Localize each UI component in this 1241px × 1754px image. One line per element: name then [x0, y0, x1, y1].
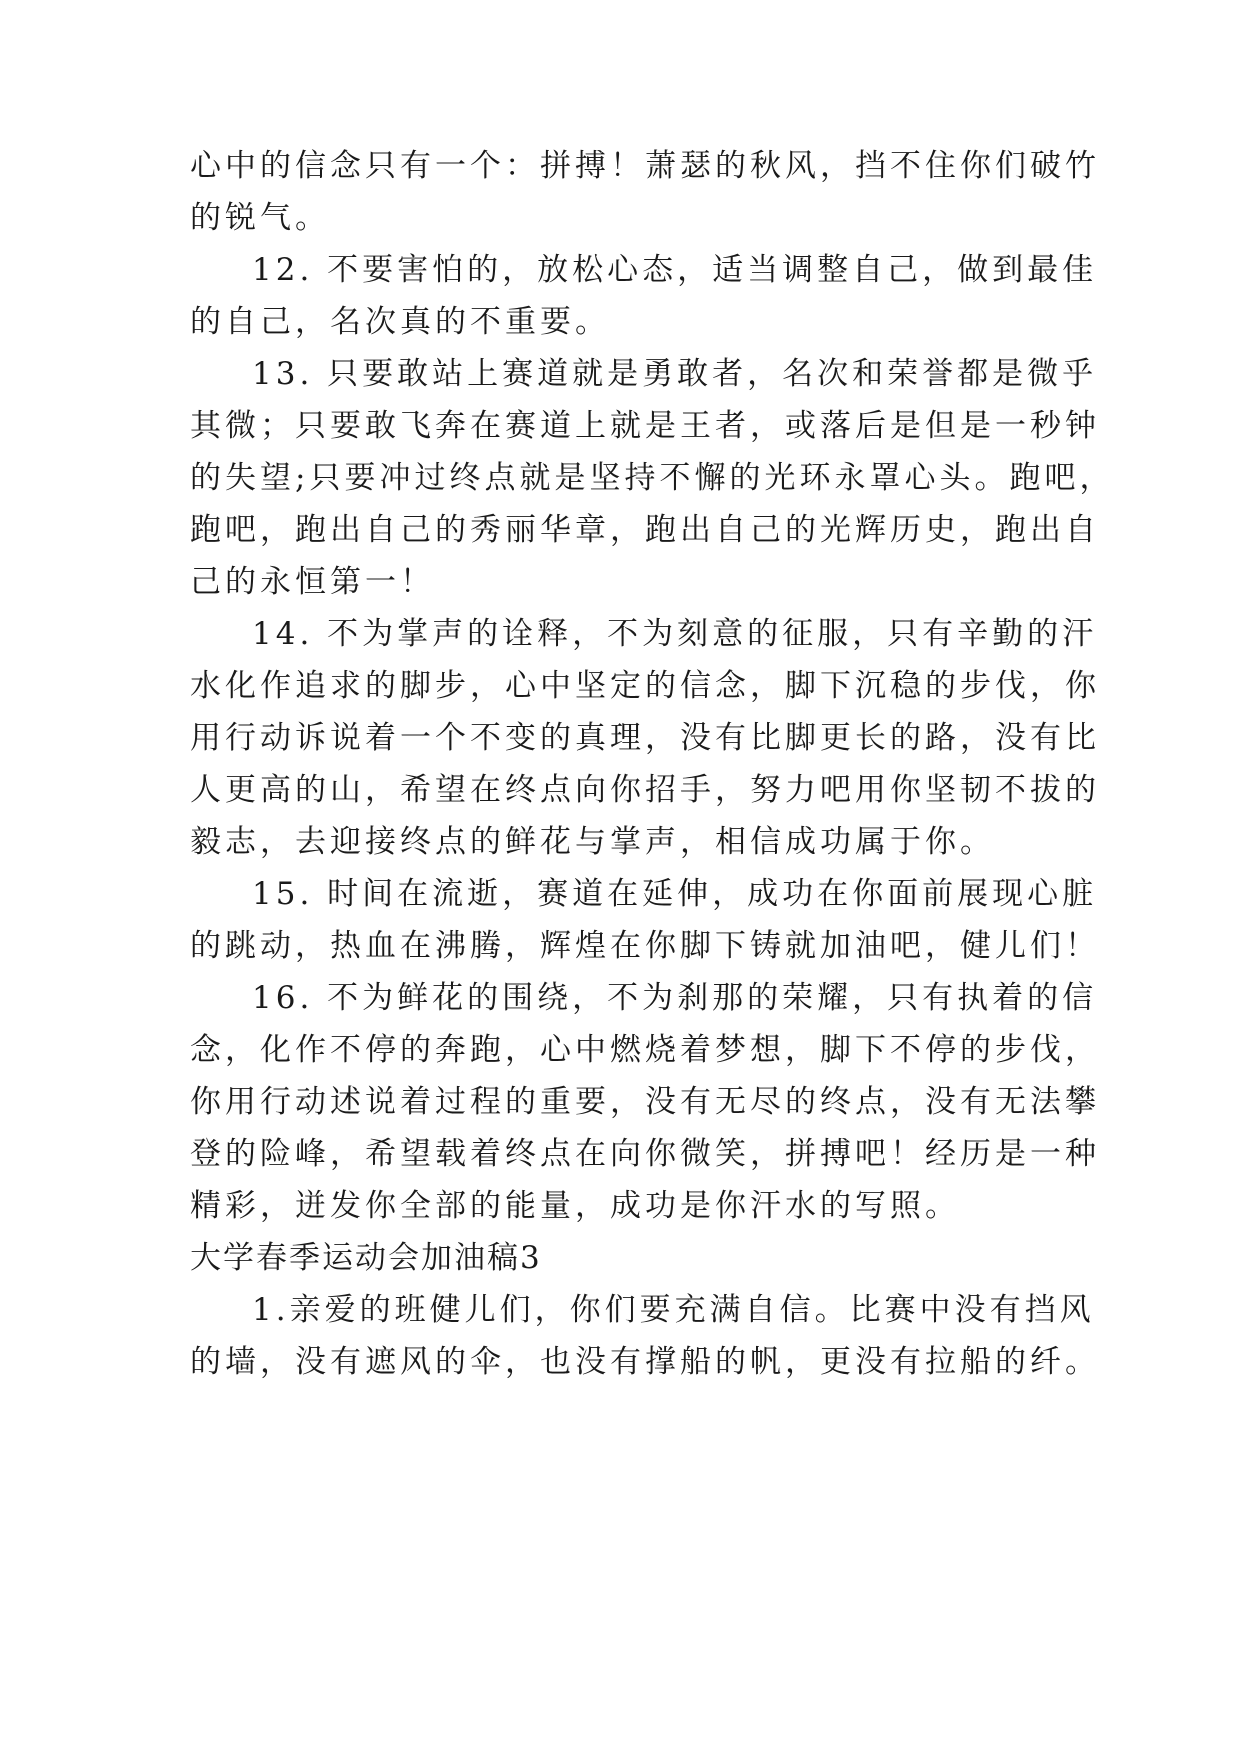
text-line: 其微；只要敢飞奔在赛道上就是王者，或落后是但是一秒钟: [190, 408, 1100, 444]
text-line: 水化作追求的脚步，心中坚定的信念，脚下沉稳的步伐，你: [190, 668, 1100, 704]
text-line: 人更高的山，希望在终点向你招手，努力吧用你坚韧不拔的: [190, 772, 1100, 808]
text-line: 的锐气。: [190, 200, 330, 236]
document-page: [190, 0, 1115, 1754]
text-line: 毅志，去迎接终点的鲜花与掌声，相信成功属于你。: [190, 824, 995, 860]
text-line: 12. 不要害怕的，放松心态，适当调整自己，做到最佳: [252, 252, 1098, 288]
text-line: 16. 不为鲜花的围绕，不为刹那的荣耀，只有执着的信: [252, 980, 1098, 1016]
text-line: 你用行动述说着过程的重要，没有无尽的终点，没有无法攀: [190, 1084, 1100, 1120]
text-line: 用行动诉说着一个不变的真理，没有比脚更长的路，没有比: [190, 720, 1100, 756]
text-line: 心中的信念只有一个：拼搏！萧瑟的秋风，挡不住你们破竹: [190, 148, 1100, 184]
text-line: 登的险峰，希望载着终点在向你微笑，拼搏吧！经历是一种: [190, 1136, 1100, 1172]
text-line: 13. 只要敢站上赛道就是勇敢者，名次和荣誉都是微乎: [252, 356, 1098, 392]
text-line: 的失望;只要冲过终点就是坚持不懈的光环永罩心头。跑吧，: [190, 460, 1115, 496]
text-line: 15. 时间在流逝，赛道在延伸，成功在你面前展现心脏: [252, 876, 1098, 912]
text-line: 的自己，名次真的不重要。: [190, 304, 610, 340]
text-line: 跑吧，跑出自己的秀丽华章，跑出自己的光辉历史，跑出自: [190, 512, 1100, 548]
text-line: 14. 不为掌声的诠释，不为刻意的征服，只有辛勤的汗: [252, 616, 1098, 652]
section-heading: 大学春季运动会加油稿3: [190, 1240, 542, 1276]
text-line: 精彩，迸发你全部的能量，成功是你汗水的写照。: [190, 1188, 960, 1224]
text-line: 的跳动，热血在沸腾，辉煌在你脚下铸就加油吧，健儿们！: [190, 928, 1100, 964]
text-line: 念，化作不停的奔跑，心中燃烧着梦想，脚下不停的步伐，: [190, 1032, 1100, 1068]
text-line: 的墙，没有遮风的伞，也没有撑船的帆，更没有拉船的纤。: [190, 1344, 1100, 1380]
text-line: 己的永恒第一！: [190, 564, 435, 600]
text-line: 1.亲爱的班健儿们，你们要充满自信。比赛中没有挡风: [252, 1292, 1095, 1328]
